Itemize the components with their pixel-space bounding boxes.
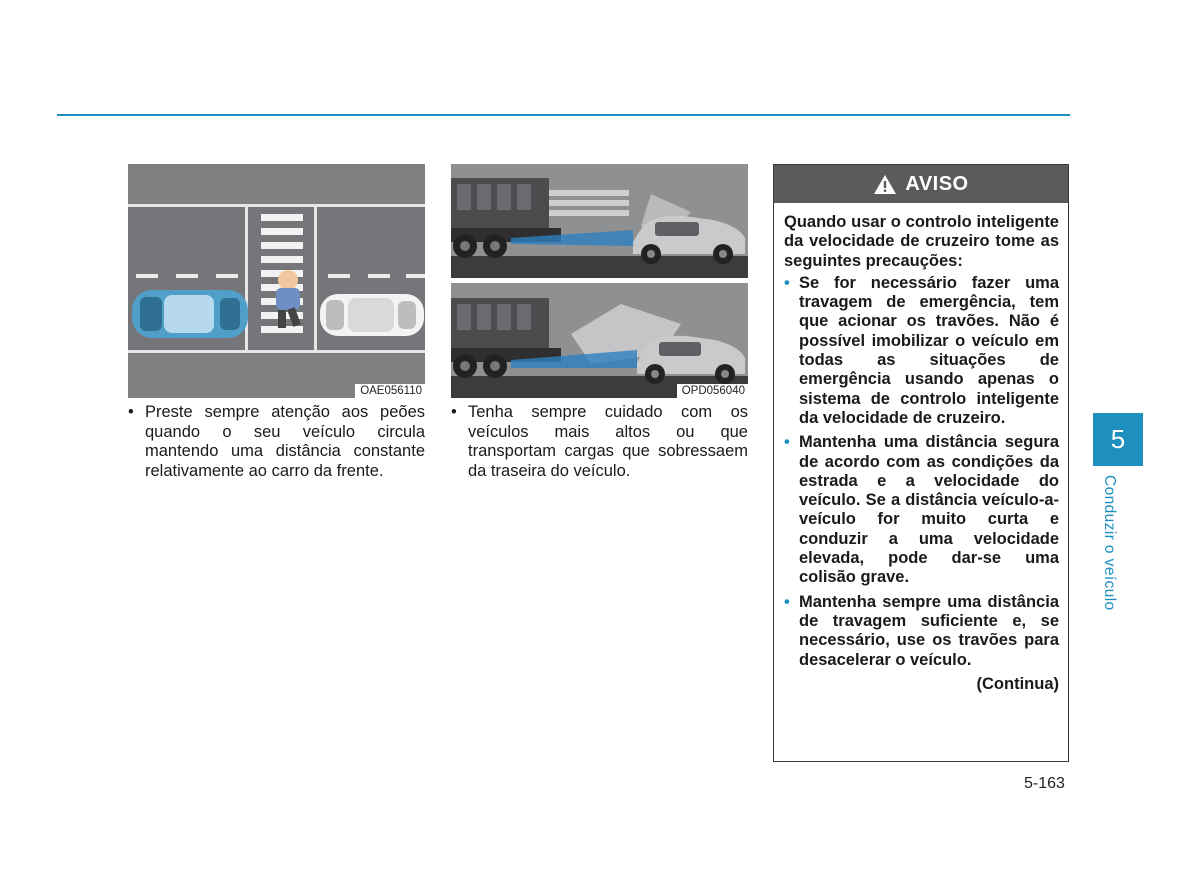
figure-code-left: OAE056110 bbox=[355, 384, 425, 398]
continue-note: (Continua) bbox=[976, 674, 1059, 693]
truck-figure bbox=[451, 164, 748, 398]
warning-body bbox=[784, 213, 1059, 694]
warning-triangle-icon bbox=[873, 174, 897, 195]
chapter-tab: 5 bbox=[1093, 413, 1143, 466]
crosswalk-illustration bbox=[128, 164, 425, 398]
header-rule bbox=[57, 114, 1070, 116]
bullet-marker: • bbox=[128, 403, 134, 421]
warning-header bbox=[774, 165, 1068, 203]
bullet-dot-icon: • bbox=[784, 433, 790, 452]
warning-item: • Mantenha sempre uma distância de travagem suficiente e, se necessário, use os travões para desacelerar o veículo. bbox=[784, 592, 1059, 669]
bullet-marker: • bbox=[451, 403, 457, 421]
bullet-dot-icon: • bbox=[784, 273, 790, 292]
bullet-pedestrians bbox=[128, 403, 425, 481]
chapter-label: Conduzir o veículo bbox=[1101, 475, 1118, 611]
warning-intro: Quando usar o controlo inteligente da velocidade de cruzeiro tome as seguintes precauções: bbox=[784, 213, 1059, 270]
truck-illustration bbox=[451, 164, 748, 398]
warning-box bbox=[773, 164, 1069, 762]
warning-item: • Mantenha uma distância segura de acordo com as condições da estrada e a velocidade do veículo. Se a distância veículo-a-veículo for muito curta e conduzir a uma velocidade elevada, pode dar-se uma colisão grave. bbox=[784, 433, 1059, 587]
figure-code-right: OPD056040 bbox=[677, 384, 748, 398]
page-number: 5-163 bbox=[1024, 775, 1065, 792]
bullet-text-pedestrians: Preste sempre atenção aos peões quando o seu veículo circula mantendo uma distância constante relativamente ao carro da frente. bbox=[145, 403, 425, 480]
bullet-text-tall-vehicles: Tenha sempre cuidado com os veículos mais altos ou que transportam cargas que sobressaem da traseira do veículo. bbox=[468, 403, 748, 480]
warning-title: AVISO bbox=[905, 172, 969, 195]
crosswalk-figure bbox=[128, 164, 425, 398]
warning-item: • Se for necessário fazer uma travagem de emergência, tem que acionar os travões. Não é possível imobilizar o veículo em todas as situações de emergência usando apenas o sistema de controlo inteligente da velocidade de cruzeiro. bbox=[784, 273, 1059, 427]
bullet-tall-vehicles bbox=[451, 403, 748, 481]
warning-list bbox=[784, 274, 1059, 670]
bullet-dot-icon: • bbox=[784, 592, 790, 611]
